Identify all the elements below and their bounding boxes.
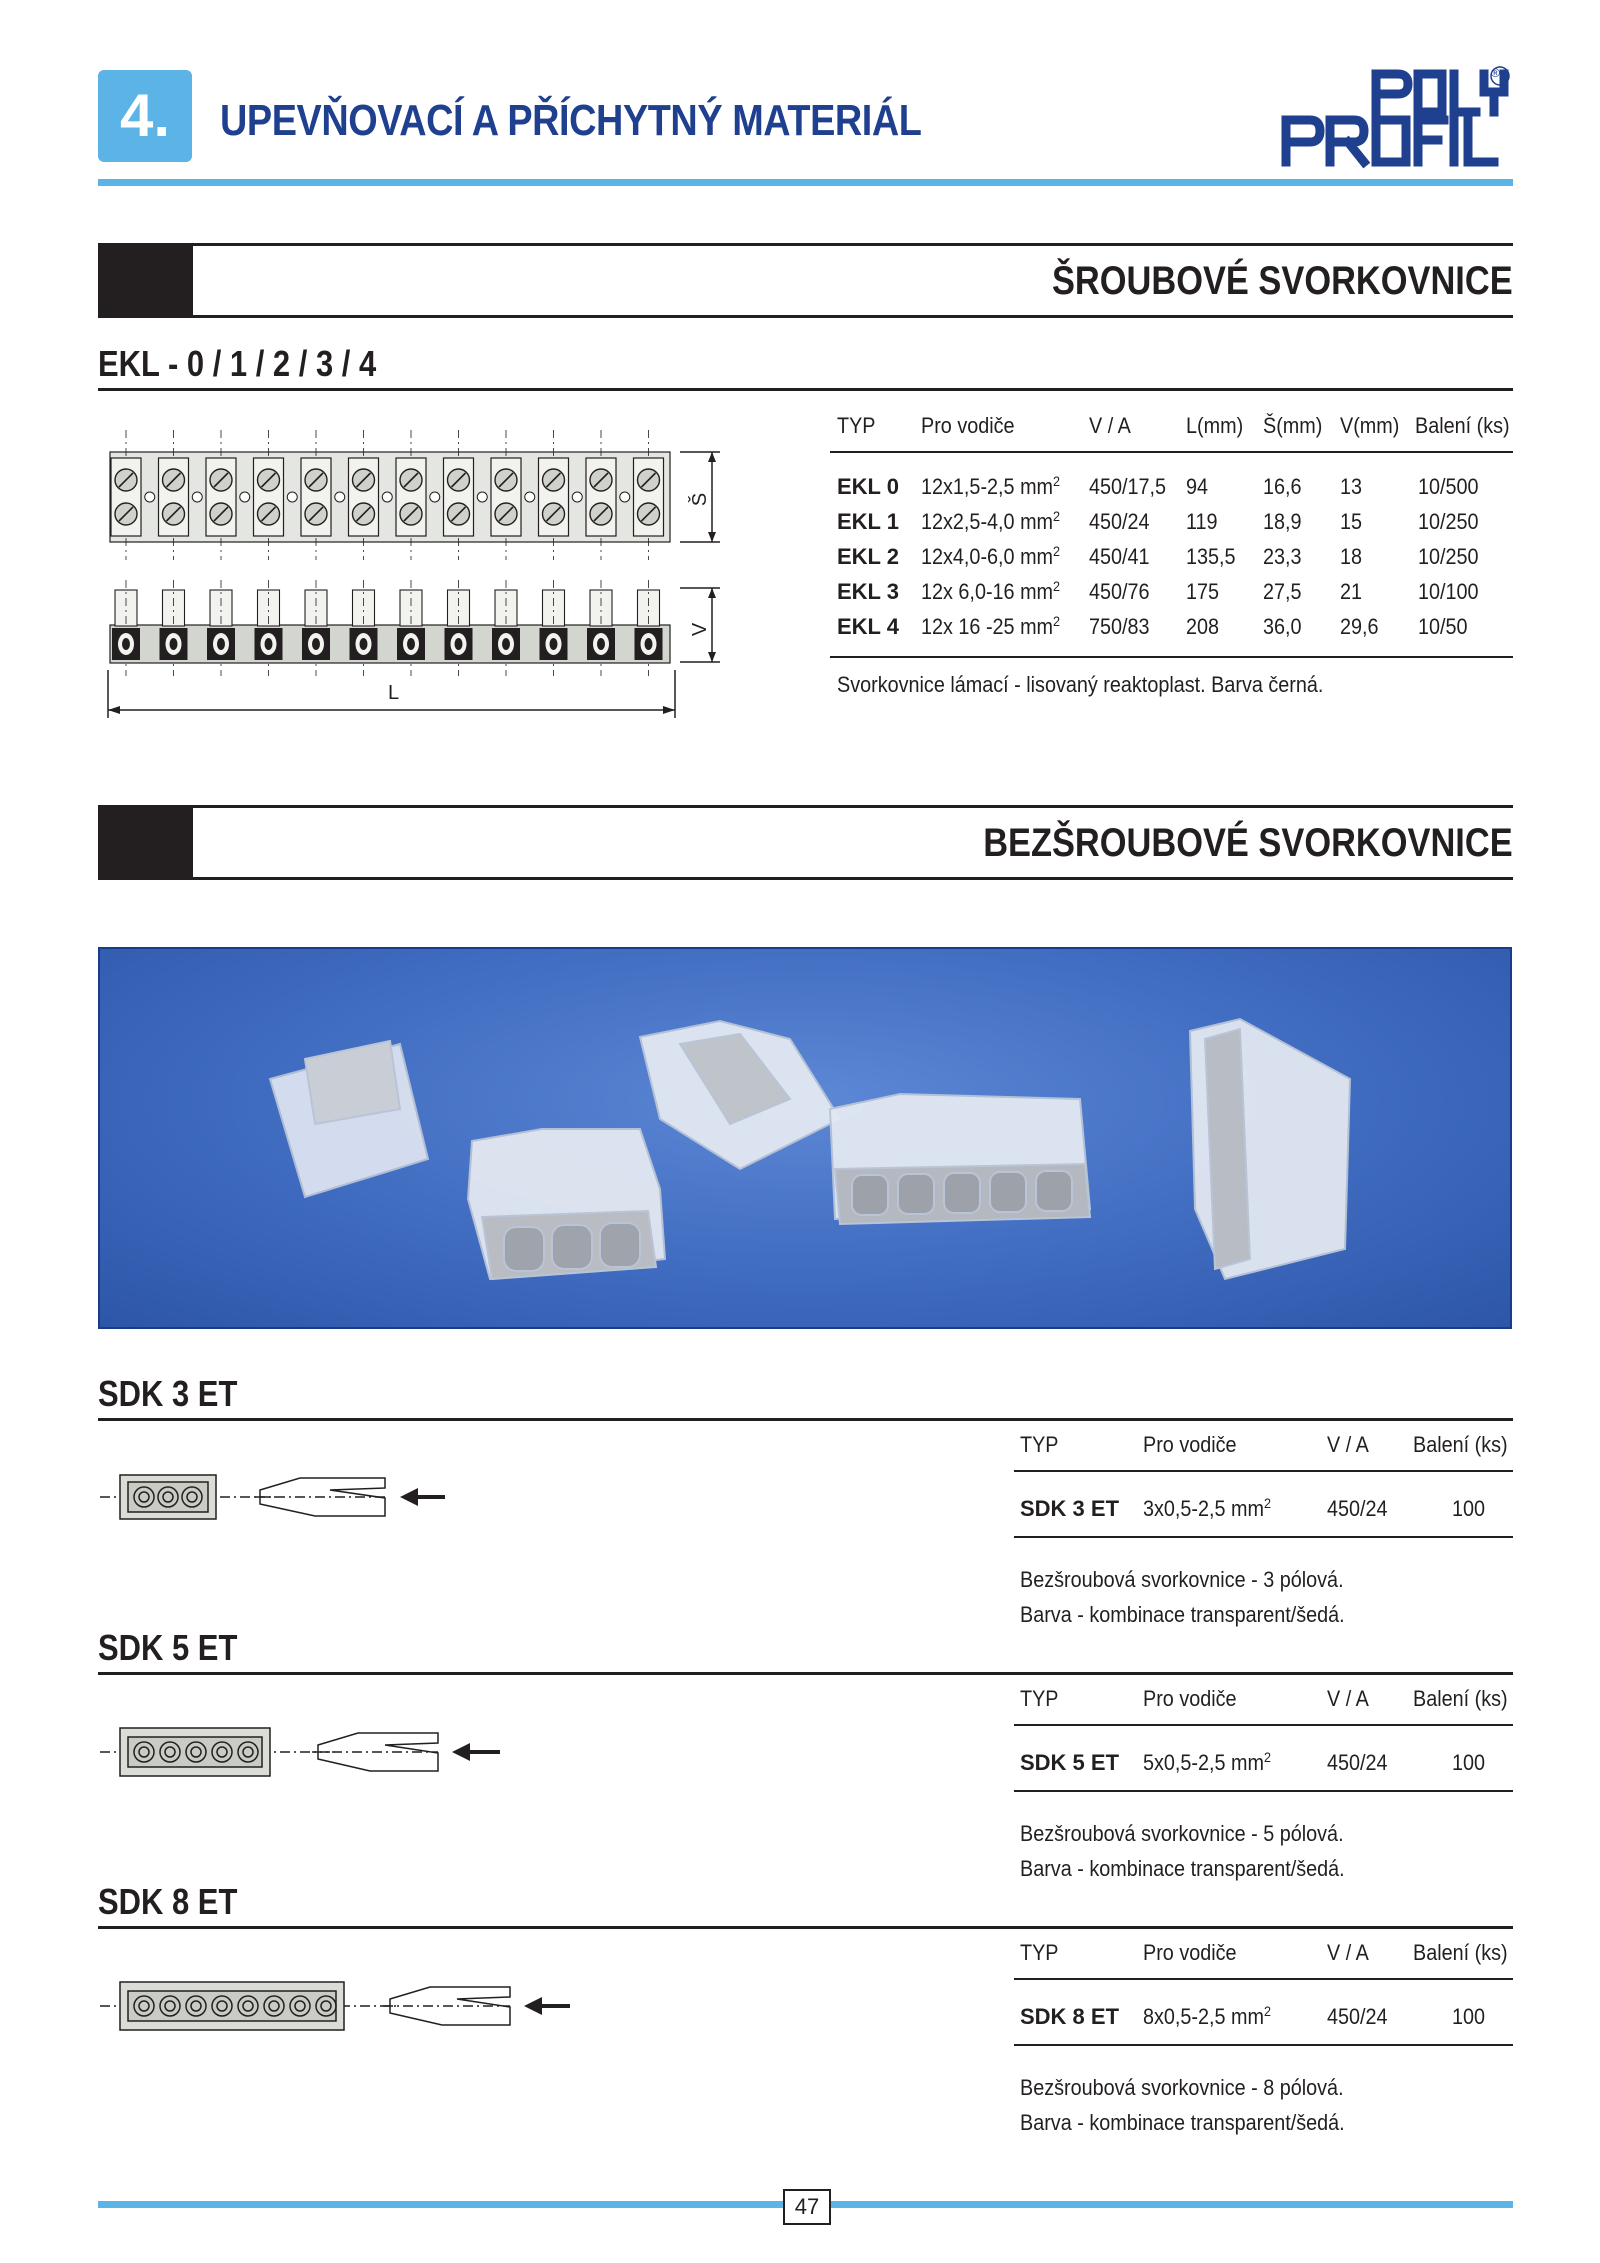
cell-baleni: [1418, 614, 1468, 640]
unit-superscript: 2: [1053, 508, 1061, 524]
cell-l: [1186, 544, 1236, 570]
cell-text: 12x1,5-2,5 mm: [921, 474, 1054, 499]
col-header-va: V / A: [1089, 413, 1131, 438]
section-bottom-rule: [98, 877, 1513, 880]
registered-mark: ®: [1491, 66, 1500, 80]
cell-s: [1263, 614, 1302, 640]
cell-vodice: [921, 544, 1060, 570]
product-title-sdk5: SDK 5 ET: [98, 1627, 238, 1668]
cell-typ: [1020, 2004, 1119, 2030]
product-title-ekl: EKL - 0 / 1 / 2 / 3 / 4: [98, 343, 377, 384]
cell-baleni-text: 100: [1452, 1750, 1486, 1775]
unit-superscript: 2: [1053, 613, 1061, 629]
cell-vodice: [921, 614, 1060, 640]
cell-text: 12x 6,0-16 mm: [921, 579, 1054, 604]
product-rule: [98, 388, 1513, 391]
cell-text: 18: [1340, 544, 1363, 569]
cell-typ: [837, 474, 899, 500]
product-rule: [98, 1672, 1513, 1675]
cell-text: 10/250: [1418, 509, 1479, 534]
cell-typ: [837, 579, 899, 605]
col-header-va: [1327, 1686, 1369, 1712]
col-header-v: V(mm): [1340, 413, 1400, 438]
cell-v: [1340, 579, 1362, 605]
cell-text: 94: [1186, 474, 1209, 499]
cell-vodice: [921, 579, 1060, 605]
product-note-text: Barva - kombinace transparent/šedá.: [1020, 1856, 1345, 1881]
cell-va: [1089, 579, 1150, 605]
cell-text: 36,0: [1263, 614, 1302, 639]
table-bottom-rule: [1014, 1536, 1513, 1538]
cell-baleni: [1452, 2004, 1485, 2030]
col-header-s: Š(mm): [1263, 413, 1323, 438]
col-header-vodice-text: Pro vodiče: [1143, 1940, 1237, 1965]
product-note-text: Bezšroubová svorkovnice - 8 pólová.: [1020, 2075, 1344, 2100]
cell-va: [1327, 1750, 1388, 1776]
section-marker-block: [98, 245, 193, 317]
header-rule: [98, 179, 1513, 186]
cell-text: 10/500: [1418, 474, 1479, 499]
cell-text: 450/41: [1089, 544, 1150, 569]
col-header-va-text: V / A: [1327, 1940, 1369, 1965]
unit-superscript: 2: [1053, 578, 1061, 594]
product-note: [1020, 2110, 1345, 2136]
cell-text: 135,5: [1186, 544, 1236, 569]
product-note-text: Barva - kombinace transparent/šedá.: [1020, 2110, 1345, 2135]
col-header-vodice: Pro vodiče: [921, 413, 1015, 438]
cell-typ: [837, 544, 899, 570]
col-header-vodice: [1143, 1940, 1237, 1966]
cell-va: [1327, 2004, 1388, 2030]
unit-superscript: 2: [1053, 543, 1061, 559]
cell-vodice: [1143, 2004, 1271, 2030]
cell-typ-text: SDK 3 ET: [1020, 1496, 1120, 1521]
cell-text: EKL 2: [837, 544, 899, 569]
col-header-typ-text: TYP: [1020, 1432, 1059, 1457]
cell-baleni: [1418, 509, 1479, 535]
cell-text: 450/76: [1089, 579, 1150, 604]
cell-baleni-text: 100: [1452, 2004, 1486, 2029]
cell-text: 750/83: [1089, 614, 1150, 639]
unit-superscript: 2: [1264, 1495, 1272, 1511]
col-header-typ: [1020, 1432, 1059, 1458]
col-header-baleni: Balení (ks): [1415, 413, 1510, 438]
product-note: [1020, 2075, 1344, 2101]
cell-typ-text: SDK 5 ET: [1020, 1750, 1120, 1775]
product-note-text: Bezšroubová svorkovnice - 3 pólová.: [1020, 1567, 1344, 1592]
sdk5-technical-drawing: [100, 1715, 510, 1785]
col-header-l: L(mm): [1186, 413, 1244, 438]
table-bottom-rule: [830, 656, 1513, 658]
section-marker-block: [98, 807, 193, 879]
col-header-typ-text: TYP: [1020, 1686, 1059, 1711]
cell-va-text: 450/24: [1327, 2004, 1388, 2029]
page-number: 47: [783, 2189, 831, 2225]
cell-text: EKL 3: [837, 579, 899, 604]
cell-text: 27,5: [1263, 579, 1302, 604]
cell-text: 10/50: [1418, 614, 1468, 639]
cell-vodice-text: 3x0,5-2,5 mm: [1143, 1496, 1265, 1521]
col-header-baleni-text: Balení (ks): [1413, 1686, 1508, 1711]
section-top-rule: [98, 243, 1513, 246]
col-header-vodice-text: Pro vodiče: [1143, 1432, 1237, 1457]
cell-vodice: [921, 474, 1060, 500]
col-header-va: [1327, 1432, 1369, 1458]
product-note-text: Barva - kombinace transparent/šedá.: [1020, 1602, 1345, 1627]
cell-baleni: [1418, 544, 1479, 570]
cell-typ-text: SDK 8 ET: [1020, 2004, 1120, 2029]
cell-text: 119: [1186, 509, 1218, 534]
cell-l: [1186, 579, 1219, 605]
cell-va: [1089, 474, 1166, 500]
dimension-label-height: V: [689, 622, 712, 637]
cell-va: [1089, 509, 1150, 535]
cell-baleni-text: 100: [1452, 1496, 1486, 1521]
cell-va: [1327, 1496, 1388, 1522]
table-header-rule: [1014, 1724, 1513, 1726]
cell-va: [1089, 544, 1150, 570]
section-bottom-rule: [98, 315, 1513, 318]
dimension-label-width: Š: [689, 492, 712, 507]
cell-v: [1340, 544, 1362, 570]
cell-text: 29,6: [1340, 614, 1379, 639]
cell-text: 10/250: [1418, 544, 1479, 569]
cell-text: 12x4,0-6,0 mm: [921, 544, 1054, 569]
cell-text: 12x 16 -25 mm: [921, 614, 1054, 639]
cell-va-text: 450/24: [1327, 1496, 1388, 1521]
sdk3-technical-drawing: [100, 1460, 450, 1530]
sdk8-technical-drawing: [100, 1968, 580, 2040]
cell-typ: [1020, 1496, 1119, 1522]
col-header-typ-text: TYP: [1020, 1940, 1059, 1965]
cell-s: [1263, 579, 1302, 605]
product-note: [1020, 1567, 1344, 1593]
ekl-technical-drawing: [100, 430, 740, 720]
cell-s: [1263, 509, 1302, 535]
cell-l: [1186, 509, 1218, 535]
cell-va: [1089, 614, 1150, 640]
dimension-label-length: L: [388, 682, 400, 704]
table-bottom-rule: [1014, 1790, 1513, 1792]
cell-text: 16,6: [1263, 474, 1302, 499]
col-header-vodice: [1143, 1686, 1237, 1712]
table-header-rule: [1014, 1470, 1513, 1472]
cell-text: 208: [1186, 614, 1220, 639]
poly-profil-logo: [1272, 62, 1512, 174]
col-header-va-text: V / A: [1327, 1432, 1369, 1457]
cell-typ: [837, 509, 899, 535]
col-header-typ: [1020, 1686, 1059, 1712]
chapter-number-badge: 4.: [98, 70, 192, 162]
cell-text: 450/17,5: [1089, 474, 1167, 499]
col-header-vodice-text: Pro vodiče: [1143, 1686, 1237, 1711]
cell-l: [1186, 614, 1219, 640]
product-note: [1020, 1821, 1344, 1847]
product-rule: [98, 1418, 1513, 1421]
cell-v: [1340, 474, 1362, 500]
product-rule: [98, 1926, 1513, 1929]
product-note: [1020, 1602, 1345, 1628]
cell-text: EKL 1: [837, 509, 899, 534]
cell-text: 175: [1186, 579, 1220, 604]
product-note: [1020, 1856, 1345, 1882]
cell-text: EKL 0: [837, 474, 899, 499]
cell-vodice-text: 8x0,5-2,5 mm: [1143, 2004, 1265, 2029]
col-header-baleni-text: Balení (ks): [1413, 1432, 1508, 1457]
cell-vodice: [921, 509, 1060, 535]
cell-s: [1263, 544, 1302, 570]
connectors-photo-illustration: [100, 949, 1510, 1327]
cell-text: 12x2,5-4,0 mm: [921, 509, 1054, 534]
table-header-rule: [1014, 1978, 1513, 1980]
section-title-screwless: BEZŠROUBOVÉ SVORKOVNICE: [983, 821, 1513, 865]
cell-text: 13: [1340, 474, 1363, 499]
cell-v: [1340, 509, 1362, 535]
col-header-va-text: V / A: [1327, 1686, 1369, 1711]
cell-baleni: [1452, 1750, 1485, 1776]
cell-baleni: [1418, 579, 1479, 605]
cell-text: 10/100: [1418, 579, 1479, 604]
table-header-rule: [830, 451, 1513, 453]
cell-baleni: [1452, 1496, 1485, 1522]
product-photo: [98, 947, 1512, 1329]
cell-vodice: [1143, 1750, 1271, 1776]
col-header-baleni: [1413, 1940, 1508, 1966]
cell-vodice-text: 5x0,5-2,5 mm: [1143, 1750, 1265, 1775]
unit-superscript: 2: [1264, 2003, 1272, 2019]
col-header-typ: TYP: [837, 413, 876, 438]
chapter-title: UPEVŇOVACÍ A PŘÍCHYTNÝ MATERIÁL: [220, 96, 922, 145]
col-header-vodice: [1143, 1432, 1237, 1458]
col-header-baleni: [1413, 1686, 1508, 1712]
product-title-sdk3: SDK 3 ET: [98, 1373, 238, 1414]
cell-text: 18,9: [1263, 509, 1302, 534]
section-top-rule: [98, 805, 1513, 808]
ekl-note: Svorkovnice lámací - lisovaný reaktoplast. Barva černá.: [837, 672, 1324, 697]
cell-text: EKL 4: [837, 614, 899, 639]
table-bottom-rule: [1014, 2044, 1513, 2046]
cell-s: [1263, 474, 1302, 500]
cell-l: [1186, 474, 1208, 500]
col-header-baleni-text: Balení (ks): [1413, 1940, 1508, 1965]
cell-text: 15: [1340, 509, 1363, 534]
unit-superscript: 2: [1053, 473, 1061, 489]
cell-text: 21: [1340, 579, 1363, 604]
cell-va-text: 450/24: [1327, 1750, 1388, 1775]
cell-vodice: [1143, 1496, 1271, 1522]
unit-superscript: 2: [1264, 1749, 1272, 1765]
section-title-screw: ŠROUBOVÉ SVORKOVNICE: [1052, 259, 1513, 303]
cell-text: 23,3: [1263, 544, 1302, 569]
col-header-va: [1327, 1940, 1369, 1966]
cell-text: 450/24: [1089, 509, 1150, 534]
product-title-sdk8: SDK 8 ET: [98, 1881, 238, 1922]
cell-typ: [837, 614, 899, 640]
product-note-text: Bezšroubová svorkovnice - 5 pólová.: [1020, 1821, 1344, 1846]
cell-typ: [1020, 1750, 1119, 1776]
col-header-typ: [1020, 1940, 1059, 1966]
cell-baleni: [1418, 474, 1479, 500]
cell-v: [1340, 614, 1379, 640]
col-header-baleni: [1413, 1432, 1508, 1458]
